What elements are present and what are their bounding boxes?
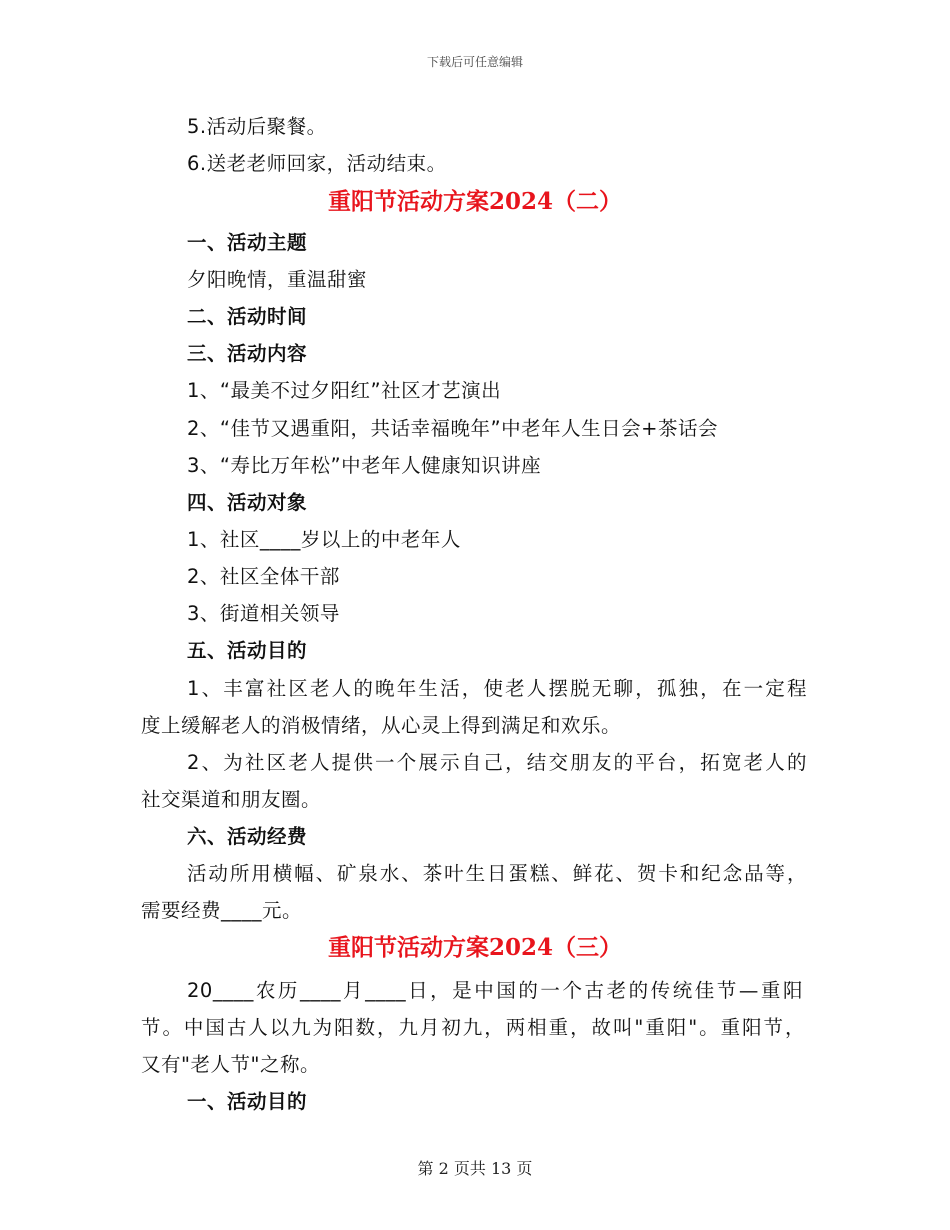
list-item: 3、“寿比万年松”中老年人健康知识讲座 xyxy=(187,454,542,477)
paragraph-line: 活动所用横幅、矿泉水、茶叶生日蛋糕、鲜花、贺卡和纪念品等， xyxy=(187,862,807,885)
page-header: 下载后可任意编辑 xyxy=(426,55,523,69)
list-item: 3、街道相关领导 xyxy=(187,602,340,625)
page-footer: 第 2 页共 13 页 xyxy=(417,1159,533,1178)
paragraph-line: 20____农历____月____日，是中国的一个古老的传统佳节—重阳 xyxy=(187,979,803,1002)
section-title: 重阳节活动方案2024（二） xyxy=(327,188,622,215)
list-item: 5.活动后聚餐。 xyxy=(187,115,327,138)
paragraph-line: 2、为社区老人提供一个展示自己，结交朋友的平台，拓宽老人的 xyxy=(187,751,807,774)
section-heading: 三、活动内容 xyxy=(187,342,308,365)
section-heading: 五、活动目的 xyxy=(187,639,308,662)
list-item: 6.送老老师回家，活动结束。 xyxy=(187,152,447,175)
paragraph-line: 度上缓解老人的消极情绪，从心灵上得到满足和欢乐。 xyxy=(141,714,622,737)
section-title: 重阳节活动方案2024（三） xyxy=(327,934,622,961)
paragraph-line: 社交渠道和朋友圈。 xyxy=(141,788,322,811)
section-heading: 一、活动主题 xyxy=(187,231,308,254)
list-item: 1、社区____岁以上的中老年人 xyxy=(187,528,461,551)
list-item: 2、社区全体干部 xyxy=(187,565,340,588)
paragraph-line: 1、丰富社区老人的晚年生活，使老人摆脱无聊，孤独，在一定程 xyxy=(187,677,807,700)
list-item: 1、“最美不过夕阳红”社区才艺演出 xyxy=(187,379,502,402)
paragraph: 夕阳晚情，重温甜蜜 xyxy=(187,268,368,291)
section-heading: 二、活动时间 xyxy=(187,305,308,328)
paragraph-line: 节。中国古人以九为阳数，九月初九，两相重，故叫"重阳"。重阳节， xyxy=(141,1016,805,1039)
section-heading: 四、活动对象 xyxy=(187,491,308,514)
paragraph-line: 需要经费____元。 xyxy=(141,899,303,922)
list-item: 2、“佳节又遇重阳，共话幸福晚年”中老年人生日会+茶话会 xyxy=(187,417,718,440)
section-heading: 六、活动经费 xyxy=(187,825,308,848)
paragraph-line: 又有"老人节"之称。 xyxy=(141,1053,320,1076)
section-heading: 一、活动目的 xyxy=(187,1090,308,1113)
